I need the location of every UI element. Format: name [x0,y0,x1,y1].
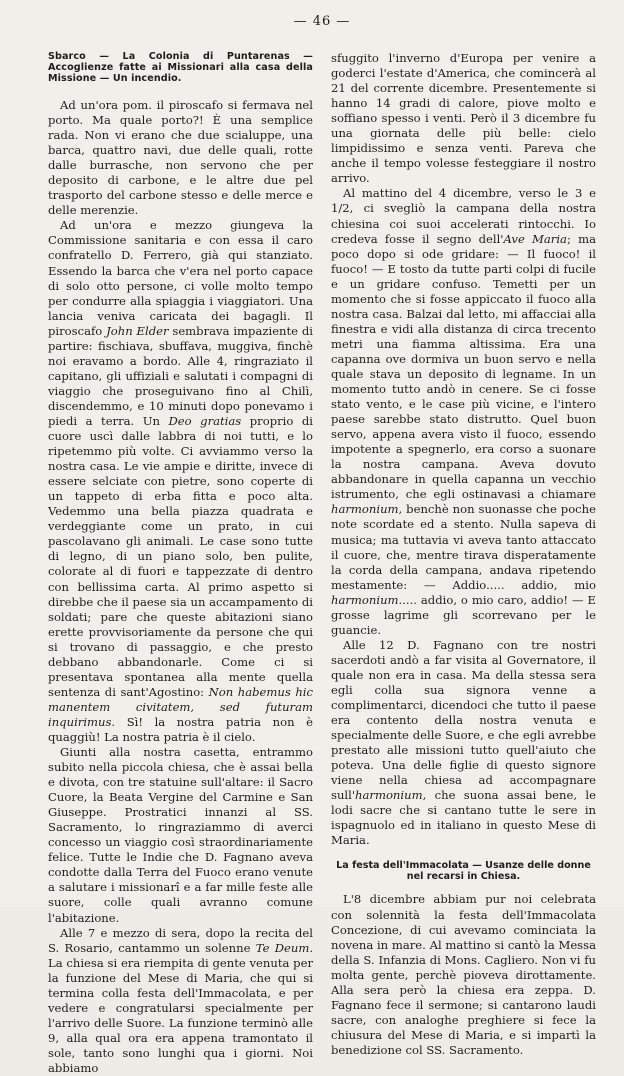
text-run: ; ma poco dopo si ode gridare: — Il fuoco! il fuoco! — E tosto da tutte parti colpi di fucile e un gridare confuso. Temetti per un momento che si fosse appiccato il fuoco alla nostra casa. Balzai dal letto, mi affacciai alla finestra e vidi alla distanza di circa trecento metri una fiamma altissima. Era una capanna ove dormiva un buon servo e nella quale stava un deposito di legname. In un momento tutto andò in cenere. Se ci fosse stato vento, e le case più vicine, e l'intero paese sarebbe stato distrutto. Quel buon servo, appena avera visto il fuoco, essendo impotente a spegnerlo, era corso a suonare la nostra campana. Aveva dovuto abbandonare in quella capanna un vecchio istrumento, che egli ostinavasi a chiamare [331,231,596,502]
paragraph [331,51,596,186]
text-run: Sì! la nostra patria non è quaggiù! La nostra patria è il cielo. [48,714,313,744]
text-run: L'8 dicembre abbiam pur noi celebrata con solennità la festa dell'Immacolata Concezione, di cui avevamo cominciata la novena in mare. Al mattino si cantò la Messa della S. Infanzia di Mons. Cagliero. Non vi fu molta gente, perchè pioveva dirottamente. Alla sera però la chiesa era zeppa. D. Fagnano fece il sermone; si cantarono laudi sacre, con analoghe preghiere si fece la chiusura del Mese di Maria, e si impartì la benedizione col SS. Sacramento. [331,892,596,1057]
italic-text: harmonium [331,592,399,607]
paragraph [331,638,596,849]
italic-text: John Elder [106,323,169,338]
italic-text: Te Deum. [255,940,314,955]
italic-text: Non habemus hic manentem civitatem, sed futuram inquirimus. [48,684,314,729]
text-run: Ad un'ora pom. il piroscafo si fermava nel porto. Ma quale porto?! È una semplice rada. Non vi erano che due scialuppe, una barca, quattro navi, due delle quali, rotte dalle burrasche, non servono che per deposito di carbone, e le altre due pel trasporto del carbone stesso e delle merce e delle merenzie. [48,98,313,218]
paragraph [331,186,596,637]
left-paragraphs [48,98,313,1076]
right-paragraphs-after [331,892,596,1058]
text-run: , che suona assai bene, le lodi sacre che si cantano tutte le sere in ispagnuolo ed in italiano in questo Mese di Maria. [331,788,596,848]
text-run: proprio di cuore uscì dalle labbra di noi tutti, e lo ripetemmo più volte. Ci avviammo verso la nostra casa. Le vie ampie e diritte, invece di essere selciate con pietre, sono coperte di un tappeto di erba fitta e poco alta. Vedemmo una bella piazza quadrata e verdeggiante come un prato, in cui pascolavano gli animali. Le case sono tutte di legno, di un piano solo, ben pulite, colorate al di fuori e tappezzate di dentro con bellissima carta. Al primo aspetto si direbbe che il paese sia un accampamento di soldati; pare che queste abitazioni siano erette provvisoriamente da persone che qui si trovano di passaggio, e che presto debbano abbandonarle. Come ci si presentava spontanea alla mente quella sentenza di sant'Agostino: [48,413,314,699]
italic-text: Deo gratias [168,413,242,428]
text-run: Ad un'ora e mezzo giungeva la Commissione sanitaria e con essa il caro confratello D. Ferrero, già qui stanziato. Essendo la barca che v'era nel porto capace di solo otto persone, ci volle molto tempo per condurre alla spiaggia i viaggiatori. Una lancia veniva caricata dei bagagli. Il piroscafo [48,218,313,338]
text-run: Giunti alla nostra casetta, entrammo subito nella piccola chiesa, che è assai bella e divota, con tre statuine sull'altare: il Sacro Cuore, la Beata Vergine del Carmine e San Giuseppe. Prostratici innanzi al SS. Sacramento, lo ringraziammo di averci concesso un viaggio così straordinariamente felice. Tutte le Indie che D. Fagnano aveva condotte dalla Terra del Fuoco erano venute a salutare i missionarî e a far mille feste alle suore, colle quali avranno comune l'abitazione. [48,745,313,925]
paragraph [331,892,596,1058]
paragraph [48,926,313,1076]
text-run: Al mattino del 4 dicembre, verso le 3 e 1/2, ci svegliò la campana della nostra chiesina coi suoi accelerati rintocchi. Io credeva fosse il segno dell' [331,186,596,246]
text-run: Alle 12 D. Fagnano con tre nostri sacerdoti andò a far visita al Governatore, il quale non era in casa. Ma della stessa sera egli colla sua signora venne a complimentarci, dicendoci che tutto il paese era contento della nostra venuta e specialmente delle Suore, e che egli avrebbe prestato alle missioni tutto quell'aiuto che poteva. Una delle figlie di questo signore viene nella chiesa ad accompagnare sull' [331,637,596,803]
text-run: La chiesa si era riempita di gente venuta per la funzione del Mese di Maria, che qui si termina colla festa dell'Immacolata, e per vedere e congratularsi specialmente per l'arrivo delle Suore. La funzione terminò alle 9, alla qual ora era appena tramontato il sole, tanto sono lunghi qua i giorni. Noi abbiamo [48,955,313,1075]
italic-text: harmonium [331,502,399,517]
text-run: Alle 7 e mezzo di sera, dopo la recita del S. Rosario, cantammo un solenne [48,925,313,955]
paragraph [48,218,313,745]
section-heading: La festa dell'Immacolata — Usanze delle donne nel recarsi in Chiesa. [336,860,591,883]
text-columns [48,51,596,1076]
text-run: sfuggito l'inverno d'Europa per venire a goderci l'estate d'America, che comincerà al 21 del corrente dicembre. Presentemente si hanno 14 gradi di calore, piove molto e soffiano spesso i venti. Però il 3 dicembre fu una giornata delle più belle: cielo limpidissimo e senza venti. Pareva che anche il tempo volesse festeggiare il nostro arrivo. [331,51,596,186]
left-column [48,51,313,1076]
section-heading: Sbarco — La Colonia di Puntarenas — Accoglienze fatte ai Missionari alla casa della Missione — Un incendio. [48,51,313,84]
paragraph [48,98,313,218]
italic-text: Ave Maria [503,231,567,246]
right-column [331,51,596,1076]
page-number: — 46 — [293,14,351,29]
text-run: sembrava impaziente di partire: fischiava, sbuffava, muggiva, finchè noi eravamo a bordo. Alle 4, ringraziato il capitano, gli uffiziali e salutati i compagni di viaggio che proseguivano fino al Chilì, discendemmo, e 10 minuti dopo ponevamo i piedi a terra. Un [48,323,314,428]
text-run: ..... addio, o mio caro, addio! — E grosse lagrime gli scorrevano per le guancie. [331,592,596,637]
paragraph [48,745,313,926]
right-paragraphs-before [331,51,596,848]
italic-text: harmonium [355,788,423,803]
text-run: , benchè non suonasse che poche note scordate ed a stento. Nulla sapeva di musica; ma tuttavia vi aveva tanto attaccato il cuore, che, mentre tirava disperatamente la corda della campana, andava ripetendo mestamente: — Addio..... addio, mio [331,502,596,592]
